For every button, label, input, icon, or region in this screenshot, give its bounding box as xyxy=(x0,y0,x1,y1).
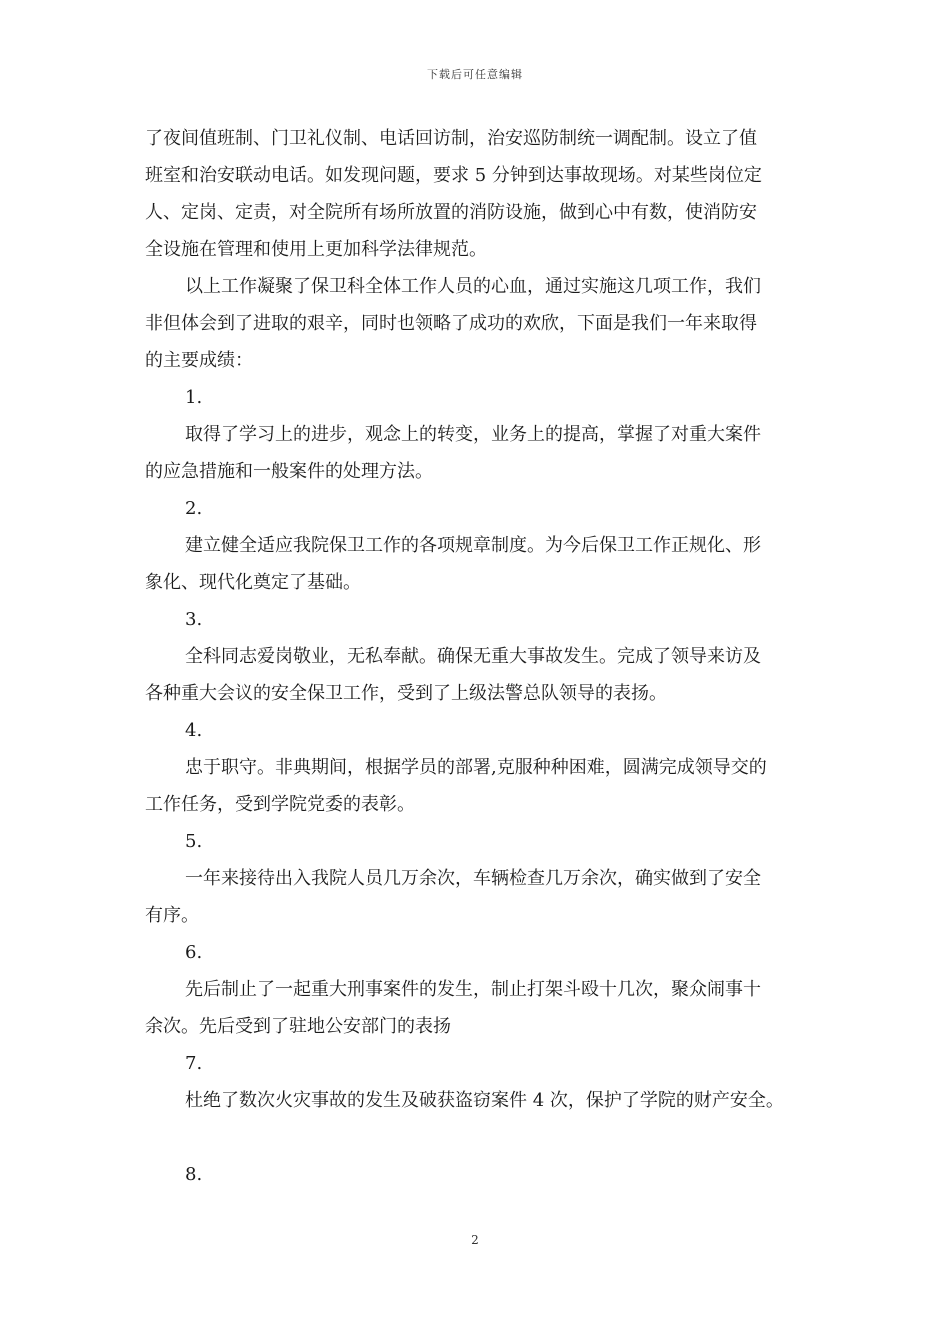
paragraph-continuation xyxy=(145,120,810,268)
text-line: 全科同志爱岗敬业，无私奉献。确保无重大事故发生。完成了领导来访及 xyxy=(185,646,761,667)
text-line: 有序。 xyxy=(145,905,199,926)
list-number-6: 6. xyxy=(185,942,203,963)
page-header: 下载后可任意编辑 xyxy=(427,68,523,81)
page-number: 2 xyxy=(471,1233,479,1247)
list-number-7: 7. xyxy=(185,1053,203,1074)
text-line: 象化、现代化奠定了基础。 xyxy=(145,572,361,593)
text-line: 了夜间值班制、门卫礼仪制、电话回访制，治安巡防制统一调配制。设立了值 xyxy=(145,128,757,149)
list-number-2: 2. xyxy=(185,498,203,519)
list-number-1: 1. xyxy=(185,387,203,408)
list-number-3: 3. xyxy=(185,609,203,630)
text-line: 的主要成绩： xyxy=(145,350,253,371)
list-item-6 xyxy=(145,971,810,1045)
blank-gap xyxy=(145,1119,810,1156)
list-item-3 xyxy=(145,638,810,712)
list-item-7 xyxy=(145,1082,810,1119)
text-line: 余次。先后受到了驻地公安部门的表扬 xyxy=(145,1016,451,1037)
list-number-4: 4. xyxy=(185,720,203,741)
document-body xyxy=(145,120,810,1193)
text-line: 忠于职守。非典期间，根据学员的部署,克服种种困难，圆满完成领导交的 xyxy=(185,757,767,778)
text-line: 各种重大会议的安全保卫工作，受到了上级法警总队领导的表扬。 xyxy=(145,683,667,704)
text-line: 人、定岗、定责，对全院所有场所放置的消防设施，做到心中有数，使消防安 xyxy=(145,202,757,223)
list-item-4 xyxy=(145,749,810,823)
text-line: 先后制止了一起重大刑事案件的发生，制止打架斗殴十几次，聚众闹事十 xyxy=(185,979,761,1000)
text-line: 班室和治安联动电话。如发现问题，要求 5 分钟到达事故现场。对某些岗位定 xyxy=(145,165,762,186)
text-line: 一年来接待出入我院人员几万余次，车辆检查几万余次，确实做到了安全 xyxy=(185,868,761,889)
list-item-1 xyxy=(145,416,810,490)
text-line: 杜绝了数次火灾事故的发生及破获盗窃案件 4 次，保护了学院的财产安全。 xyxy=(185,1090,784,1111)
list-number-8: 8. xyxy=(185,1164,203,1185)
list-number-5: 5. xyxy=(185,831,203,852)
text-line: 全设施在管理和使用上更加科学法律规范。 xyxy=(145,239,487,260)
text-line: 建立健全适应我院保卫工作的各项规章制度。为今后保卫工作正规化、形 xyxy=(185,535,761,556)
text-line: 工作任务，受到学院党委的表彰。 xyxy=(145,794,415,815)
list-item-5 xyxy=(145,860,810,934)
list-item-2 xyxy=(145,527,810,601)
text-line: 以上工作凝聚了保卫科全体工作人员的心血，通过实施这几项工作，我们 xyxy=(185,276,761,297)
text-line: 取得了学习上的进步，观念上的转变，业务上的提高，掌握了对重大案件 xyxy=(185,424,761,445)
text-line: 非但体会到了进取的艰辛，同时也领略了成功的欢欣，下面是我们一年来取得 xyxy=(145,313,757,334)
paragraph-summary xyxy=(145,268,810,379)
text-line: 的应急措施和一般案件的处理方法。 xyxy=(145,461,433,482)
